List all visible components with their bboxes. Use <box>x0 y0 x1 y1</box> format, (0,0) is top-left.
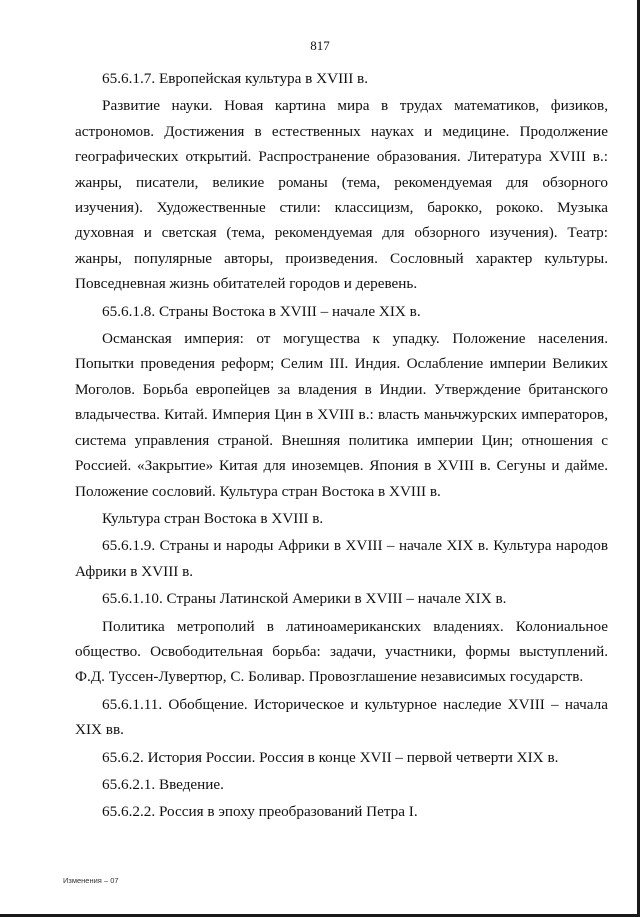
section-heading-65-6-2-1: 65.6.2.1. Введение. <box>102 775 224 793</box>
section-heading-65-6-2-2: 65.6.2.2. Россия в эпоху преобразований Петра I. <box>102 803 418 821</box>
page-body <box>75 66 608 825</box>
paragraph-european-culture: Развитие науки. Новая картина мира в трудах математиков, физиков, астрономов. Достижения в естественных науках и медицине. Продолжение географических открытий. Распространение образования. Литература XVIII в.: жанры, писатели, великие романы (тема, рекомендуемая для обзорного изучения). Художественные стили: классицизм, барокко, рококо. Музыка духовная и светская (тема, рекомендуемая для обзорного изучения). Театр: жанры, популярные авторы, произведения. Сословный характер культуры. Повседневная жизнь обитателей городов и деревень. <box>75 97 608 293</box>
section-heading-65-6-1-8: 65.6.1.8. Страны Востока в XVIII – начале XIX в. <box>102 302 421 320</box>
paragraph-eastern-countries: Османская империя: от могущества к упадку. Положение населения. Попытки проведения реформ; Селим III. Индия. Ослабление империи Великих Моголов. Борьба европейцев за владения в Индии. Утверждение британского владычества. Китай. Империя Цин в XVIII в.: власть маньчжурских императоров, система управления страной. Внешняя политика империи Цин; отношения с Россией. «Закрытие» Китая для иноземцев. Япония в XVIII в. Сегуны и дайме. Положение сословий. Культура стран Востока в XVIII в. <box>75 330 608 500</box>
section-heading-65-6-1-10: 65.6.1.10. Страны Латинской Америки в XVIII – начале XIX в. <box>102 590 507 608</box>
section-heading-65-6-2: 65.6.2. История России. Россия в конце XVII – первой четверти XIX в. <box>102 748 559 766</box>
footer-revision-note: Изменения – 07 <box>63 876 119 885</box>
paragraph-latin-america: Политика метрополий в латиноамериканских владениях. Колониальное общество. Освободительная борьба: задачи, участники, формы выступлений. Ф.Д. Туссен-Лувертюр, С. Боливар. Провозглашение независимых государств. <box>75 617 608 686</box>
paragraph-eastern-culture: Культура стран Востока в XVIII в. <box>102 509 324 527</box>
section-heading-65-6-1-7: 65.6.1.7. Европейская культура в XVIII в. <box>102 70 369 87</box>
section-heading-65-6-1-9: 65.6.1.9. Страны и народы Африки в XVIII – начале XIX в. Культура народов Африки в XVIII в. <box>75 537 608 580</box>
page-number: 817 <box>310 38 330 53</box>
section-heading-65-6-1-11: 65.6.1.11. Обобщение. Историческое и культурное наследие XVIII – начала XIX вв. <box>75 695 608 739</box>
